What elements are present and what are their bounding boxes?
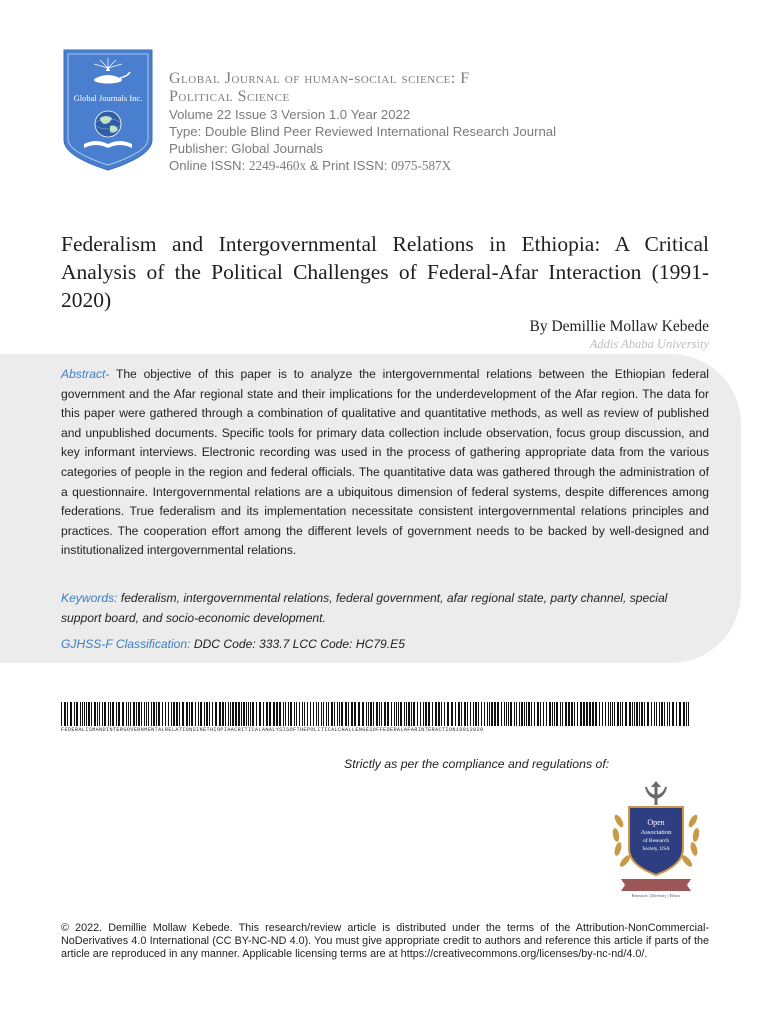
barcode-bar (168, 702, 169, 726)
barcode-bar (577, 702, 578, 726)
barcode-bar (651, 702, 652, 726)
barcode-bar (478, 702, 479, 726)
barcode-bar (94, 702, 96, 726)
barcode-bar (384, 702, 386, 726)
barcode-bar (464, 702, 466, 726)
barcode-bar (294, 702, 295, 726)
barcode-bar (273, 702, 275, 726)
barcode-bar (182, 702, 184, 726)
abstract-label: Abstract- (61, 367, 110, 381)
barcode-bar (669, 702, 670, 726)
barcode-bar (602, 702, 603, 726)
barcode-bar (191, 702, 193, 726)
barcode-bar (158, 702, 160, 726)
classification-label: GJHSS-F Classification: (61, 637, 191, 651)
barcode-bar (326, 702, 327, 726)
barcode-bar (560, 702, 561, 726)
barcode-bar (228, 702, 229, 726)
barcode-bar (266, 702, 268, 726)
barcode-bar (232, 702, 234, 726)
barcode-bar (565, 702, 567, 726)
barcode-bar (310, 702, 311, 726)
barcode-bar (345, 702, 347, 726)
barcode-bar (428, 702, 430, 726)
barcode-bar (534, 702, 535, 726)
barcode-bar (283, 702, 284, 726)
barcode-bar (290, 702, 292, 726)
barcode-bar (138, 702, 140, 726)
barcode-bar (679, 702, 681, 726)
barcode-bar (116, 702, 117, 726)
barcode-bar (151, 702, 152, 726)
oars-name-line4: Society, USA (642, 847, 670, 852)
barcode-bar (554, 702, 555, 726)
barcode-bar (519, 702, 520, 726)
barcode-bar (133, 702, 135, 726)
barcode-bar (67, 702, 68, 726)
barcode-bar (276, 702, 278, 726)
barcode-bar (307, 702, 308, 726)
barcode-bar (406, 702, 407, 726)
keywords (61, 589, 709, 628)
barcode-bar (508, 702, 509, 726)
issn-online: 2249-460x (248, 158, 307, 173)
barcode-bar (686, 702, 687, 726)
barcode-bar (269, 702, 271, 726)
barcode-bar (599, 702, 600, 726)
barcode-bar (639, 702, 640, 726)
barcode-bar (285, 702, 286, 726)
global-journals-logo (62, 44, 154, 172)
barcode-bar (241, 702, 242, 726)
barcode-bar (634, 702, 635, 726)
barcode-bar (398, 702, 399, 726)
compliance-text: Strictly as per the compliance and regulations of: (344, 757, 610, 771)
barcode-bar (128, 702, 129, 726)
barcode-bar (126, 702, 127, 726)
barcode-bar (186, 702, 188, 726)
barcode-bar (514, 702, 515, 726)
publisher-line: Publisher: Global Journals (169, 141, 323, 156)
type-line: Type: Double Blind Peer Reviewed International Research Journal (169, 124, 557, 139)
issn-print: 0975-587X (391, 158, 452, 173)
barcode-bar (667, 702, 668, 726)
barcode-bar (64, 702, 66, 726)
barcode-bar (586, 702, 588, 726)
barcode-bar (259, 702, 261, 726)
barcode-bar (91, 702, 92, 726)
barcode-bar (112, 702, 114, 726)
keywords-text: federalism, intergovernmental relations, federal government, afar regional state, party channel, special support board, and socio-economic development. (61, 591, 668, 625)
barcode-bar (612, 702, 613, 726)
barcode-bar (225, 702, 226, 726)
barcode-bar (629, 702, 631, 726)
logo-text: Global Journals Inc. (73, 93, 143, 103)
barcode-bar (222, 702, 224, 726)
barcode-bar (331, 702, 333, 726)
barcode-bar (302, 702, 303, 726)
barcode-bar (641, 702, 643, 726)
barcode-bar (413, 702, 415, 726)
barcode-bar (574, 702, 575, 726)
barcode-bar (200, 702, 202, 726)
barcode-bar (432, 702, 433, 726)
barcode-bar (235, 702, 237, 726)
barcode-bar (683, 702, 685, 726)
barcode-bar (470, 702, 471, 726)
open-association-logo (607, 781, 705, 899)
barcode-bar (84, 702, 85, 726)
barcode-bar (654, 702, 655, 726)
barcode-bar (122, 702, 124, 726)
barcode-bar (243, 702, 245, 726)
barcode-bar (661, 702, 663, 726)
barcode-bar (212, 702, 213, 726)
issn-mid: & Print ISSN: (306, 158, 392, 173)
license-text: © 2022. Demillie Mollaw Kebede. This research/review article is distributed under the terms of the Attribution-NonCommercial-NoDerivatives 4.0 International (CC BY-NC-ND 4.0). You must give appropriate credit to authors and reference this article if parts of the article are reproduced in any manner. Applicable licensing terms are at https://creativecommons.org/licenses/by-nc-nd/4.0/. (61, 922, 709, 961)
barcode-bar (467, 702, 468, 726)
barcode-bar (321, 702, 322, 726)
barcode-bar (246, 702, 247, 726)
barcode-bar (580, 702, 582, 726)
barcode-bar (61, 702, 62, 726)
barcode-bar (144, 702, 145, 726)
barcode-bar (354, 702, 356, 726)
keywords-label: Keywords: (61, 591, 118, 605)
barcode-bar (644, 702, 645, 726)
barcode-bar (252, 702, 254, 726)
barcode-bar (526, 702, 527, 726)
barcode-bar (313, 702, 314, 726)
barcode-bar (676, 702, 677, 726)
barcode-bar (484, 702, 485, 726)
barcode-bar (387, 702, 389, 726)
barcode-bar (171, 702, 172, 726)
barcode-bar (381, 702, 382, 726)
barcode-bar (489, 702, 490, 726)
barcode-bar (455, 702, 456, 726)
barcode-bar (487, 702, 488, 726)
barcode-bar (339, 702, 340, 726)
barcode-bar (531, 702, 532, 726)
barcode-bar (323, 702, 324, 726)
volume-line: Volume 22 Issue 3 Version 1.0 Year 2022 (169, 107, 411, 122)
barcode-bar (373, 702, 374, 726)
trident-icon (645, 781, 667, 805)
classification (61, 635, 709, 655)
barcode-bar (304, 702, 305, 726)
barcode-bar (118, 702, 120, 726)
journal-section: Political Science (169, 88, 290, 105)
barcode-bar (296, 702, 297, 726)
barcode-bar (451, 702, 453, 726)
barcode-bar (605, 702, 606, 726)
barcode-bar (614, 702, 615, 726)
barcode-bar (506, 702, 507, 726)
globe-icon (95, 111, 121, 137)
barcode-bar (444, 702, 445, 726)
barcode-bar (659, 702, 660, 726)
barcode-bar (625, 702, 627, 726)
issn-line (169, 157, 729, 174)
barcode-bar (148, 702, 149, 726)
barcode-bar (316, 702, 317, 726)
journal-info (169, 70, 729, 174)
barcode-bar (394, 702, 395, 726)
barcode-bar (209, 702, 210, 726)
oars-motto: Research | Diversity | Ethics (631, 893, 681, 898)
barcode-bar (146, 702, 147, 726)
barcode-bar (153, 702, 155, 726)
barcode-bar (589, 702, 591, 726)
barcode-bar (568, 702, 570, 726)
barcode-bar (411, 702, 412, 726)
barcode-bar (88, 702, 90, 726)
abstract (61, 365, 709, 561)
barcode-bar (664, 702, 665, 726)
barcode-bar (162, 702, 163, 726)
author: By Demillie Mollaw Kebede (529, 318, 709, 335)
barcode-bar (404, 702, 405, 726)
barcode-bar (494, 702, 496, 726)
issn-prefix: Online ISSN: (169, 158, 249, 173)
barcode-bar (195, 702, 196, 726)
barcode-bar (230, 702, 231, 726)
barcode-bar (130, 702, 131, 726)
oars-name-line1: Open (647, 818, 665, 827)
barcode-bar (351, 702, 353, 726)
barcode-bar (556, 702, 558, 726)
barcode-bar (438, 702, 440, 726)
barcode-bar (370, 702, 372, 726)
barcode-bar (165, 702, 166, 726)
barcode-bar (141, 702, 142, 726)
barcode-bar (562, 702, 563, 726)
barcode-bar (299, 702, 300, 726)
journal-title: Global Journal of human-social science: F (169, 70, 470, 87)
barcode-bar (176, 702, 178, 726)
barcode-bar (263, 702, 264, 726)
oars-name-line2: Association (640, 829, 672, 836)
barcode-bar (358, 702, 360, 726)
barcode-bar (475, 702, 477, 726)
barcode-bar (108, 702, 109, 726)
barcode-bar (74, 702, 75, 726)
barcode-bar (647, 702, 649, 726)
barcode-bar (379, 702, 380, 726)
barcode-bar (368, 702, 369, 726)
barcode-bar (206, 702, 208, 726)
barcode-bar (571, 702, 573, 726)
barcode-bar (497, 702, 499, 726)
barcode-bar (334, 702, 335, 726)
barcode-bar (481, 702, 482, 726)
barcode-bar (441, 702, 442, 726)
barcode-bar (215, 702, 217, 726)
barcode-bar (521, 702, 523, 726)
barcode-bar (250, 702, 251, 726)
barcode-bar (543, 702, 544, 726)
barcode-bar (425, 702, 427, 726)
barcode-bar (204, 702, 205, 726)
barcode-bar (279, 702, 281, 726)
barcode-bar (636, 702, 638, 726)
barcode-bar (82, 702, 83, 726)
abstract-text: The objective of this paper is to analyze the intergovernmental relations between the Ethiopian federal government and the Afar regional state and their implications for the underdevelopment of the Afar region. The data for this paper were gathered through a combination of qualitative and quantitative methods, as well as review of published and unpublished documents. Specific tools for primary data collection include observation, focus group discussion, and key informant interviews. Electronic recording was used in the process of gathering appropriate data from the various categories of people in the region and federal officials. The quantitative data was gathered through the administration of a questionnaire. Intergovernmental relations are a ubiquitous dimension of federal systems, despite differences among federations. True federalism and its implementation necessitate consistent intergovernmental relations principles and practices. The cooperation effort among the different levels of government needs to be backed by well-designed and institutionalized intergovernmental relations. (61, 367, 709, 558)
barcode-bar (549, 702, 551, 726)
article-title: Federalism and Intergovernmental Relations in Ethiopia: A Critical Analysis of the Political Challenges of Federal-Afar Interaction (1991-2020) (61, 232, 709, 312)
barcode-bar (592, 702, 594, 726)
barcode-bar (136, 702, 137, 726)
barcode-bar (99, 702, 100, 726)
affiliation: Addis Ababa University (589, 337, 709, 351)
barcode-bar (256, 702, 257, 726)
barcode-bar (420, 702, 421, 726)
barcode-bar (110, 702, 111, 726)
barcode-bar (447, 702, 449, 726)
barcode-bar (391, 702, 392, 726)
barcode-bar (688, 702, 689, 726)
barcode-bar (173, 702, 175, 726)
barcode-bar (501, 702, 502, 726)
barcode-bar (552, 702, 553, 726)
barcode-bar (102, 702, 103, 726)
barcode-bar (408, 702, 410, 726)
barcode-bar (156, 702, 157, 726)
barcode-bar (400, 702, 402, 726)
barcode-bar (238, 702, 240, 726)
barcode-bar (417, 702, 418, 726)
barcode-bar (80, 702, 81, 726)
barcode-bar (366, 702, 367, 726)
barcode-bar (610, 702, 611, 726)
barcode-bar (458, 702, 460, 726)
barcode-bar (622, 702, 623, 726)
barcode-bar (620, 702, 621, 726)
barcode-bar (510, 702, 512, 726)
barcode-text: FEDERALISMANDINTERGOVERNMENTALRELATIONSINETHIOPIAACRITICALANALYSISOFTHEPOLITICALCHALLENGESOFFEDERALAFARINTERACTION19912020 (61, 727, 484, 733)
barcode-bar (473, 702, 474, 726)
barcode-bar (491, 702, 493, 726)
barcode-bar (423, 702, 424, 726)
barcode-bar (537, 702, 539, 726)
barcode-bar (70, 702, 72, 726)
barcode-bar (656, 702, 657, 726)
barcode-bar (198, 702, 199, 726)
barcode-bar (97, 702, 98, 726)
barcode-bar (86, 702, 87, 726)
barcode-bar (540, 702, 541, 726)
barcode-bar (248, 702, 249, 726)
barcode-bar (396, 702, 397, 726)
barcode-bar (672, 702, 674, 726)
barcode-bar (318, 702, 319, 726)
barcode-bar (546, 702, 547, 726)
barcode-bar (219, 702, 221, 726)
barcode-bar (595, 702, 597, 726)
barcode-bar (76, 702, 78, 726)
barcode-bar (617, 702, 619, 726)
barcode-bar (461, 702, 462, 726)
barcode-bar (189, 702, 190, 726)
barcode-bar (516, 702, 517, 726)
barcode-bar (337, 702, 338, 726)
barcode-bar (104, 702, 106, 726)
barcode-bar (376, 702, 378, 726)
classification-text: DDC Code: 333.7 LCC Code: HC79.E5 (190, 637, 405, 651)
barcode-bar (179, 702, 180, 726)
barcode-bar (528, 702, 530, 726)
barcode (61, 702, 691, 726)
barcode-bar (341, 702, 343, 726)
barcode-bar (348, 702, 349, 726)
barcode-bar (435, 702, 437, 726)
barcode-bar (504, 702, 505, 726)
barcode-bar (362, 702, 364, 726)
barcode-bar (632, 702, 633, 726)
oars-name-line3: of Research (642, 838, 670, 844)
barcode-bar (288, 702, 289, 726)
barcode-bar (328, 702, 329, 726)
barcode-bar (583, 702, 585, 726)
barcode-bar (608, 702, 609, 726)
barcode-bar (524, 702, 525, 726)
